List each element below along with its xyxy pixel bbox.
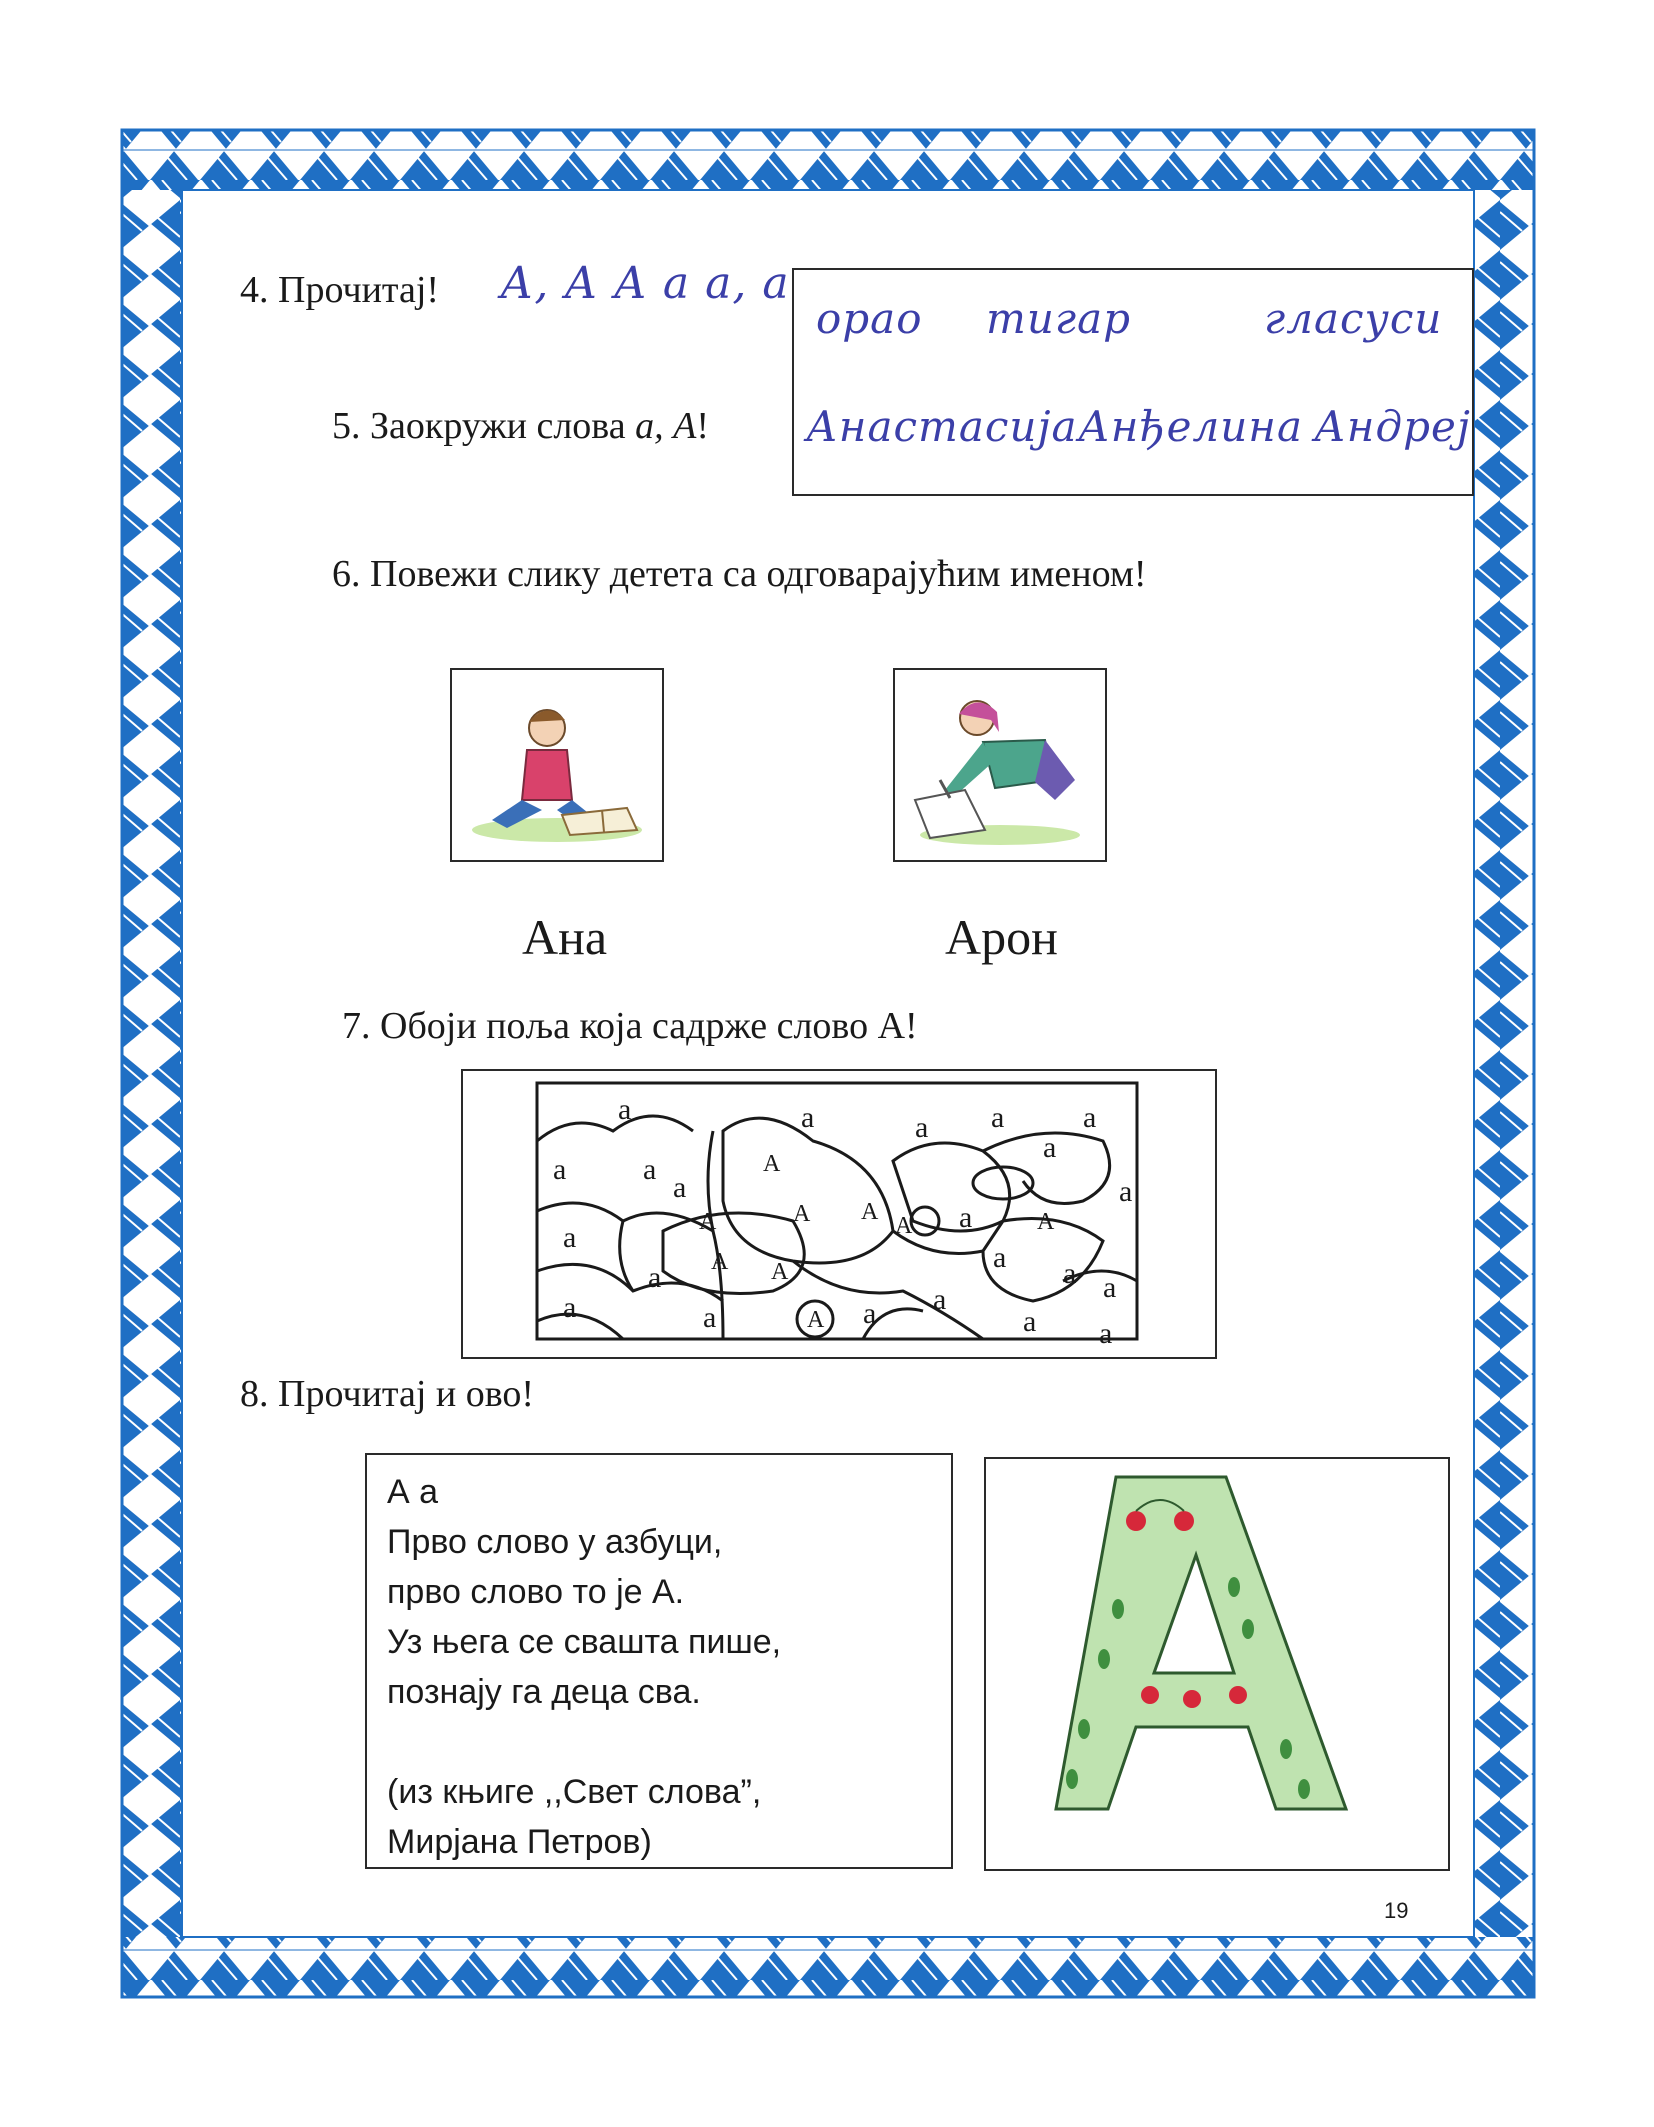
poem-line: Прво слово у азбуци, <box>387 1523 723 1561</box>
child-reading-illustration <box>452 670 662 860</box>
name-ana: Ана <box>522 909 608 965</box>
puzzle-letter: а <box>553 1153 567 1186</box>
puzzle-letter: а <box>915 1111 929 1144</box>
word-anastasija: Анастасија <box>806 402 1078 451</box>
puzzle-letter: а <box>959 1201 973 1234</box>
puzzle-letter: а <box>673 1171 687 1204</box>
puzzle-letter: а <box>1099 1317 1113 1350</box>
task4-label: 4. Прочитај! <box>240 269 440 311</box>
task7-label: 7. Обоји поља која садрже слово А! <box>342 1005 918 1047</box>
task5-prefix: 5. Заокружи слова <box>332 405 636 447</box>
poem-line: Уз њега се свашта пише, <box>387 1623 782 1661</box>
puzzle-letter-upper: А <box>771 1259 789 1285</box>
puzzle-letter: а <box>1063 1257 1077 1290</box>
decorated-letter-a-illustration <box>986 1459 1448 1869</box>
task6-label: 6. Повежи слику детета са одговарајућим именом! <box>332 553 1147 595</box>
puzzle-letter-upper: А <box>861 1199 879 1225</box>
page-number: 19 <box>1384 1898 1409 1923</box>
puzzle-letter-upper: А <box>895 1213 913 1239</box>
puzzle-letter: а <box>1103 1271 1117 1304</box>
puzzle-letter: а <box>648 1261 662 1294</box>
poem-author: Мирјана Петров) <box>387 1823 652 1861</box>
puzzle-letter: а <box>991 1101 1005 1134</box>
task5-label <box>332 404 709 448</box>
poem-line: познају га деца сва. <box>387 1673 701 1711</box>
name-aron: Арон <box>945 909 1058 965</box>
poem-text <box>387 1467 781 1867</box>
words-box <box>792 268 1474 496</box>
letter-a-picture <box>984 1457 1450 1871</box>
puzzle-letter: а <box>703 1301 717 1334</box>
puzzle-letter: а <box>801 1101 815 1134</box>
puzzle-letter: а <box>563 1221 577 1254</box>
puzzle-letter: а <box>563 1291 577 1324</box>
word-glasusi: гласуси <box>1264 294 1443 343</box>
task8-label: 8. Прочитај и ово! <box>240 1373 535 1415</box>
child-reading-picture <box>450 668 664 862</box>
puzzle-letter-upper: А <box>793 1201 811 1227</box>
puzzle-letter-upper: А <box>699 1209 717 1235</box>
puzzle-letter: а <box>1023 1305 1037 1338</box>
puzzle-letter: а <box>643 1153 657 1186</box>
puzzle-letters <box>463 1071 1215 1357</box>
word-andjelina: Анђелина <box>1078 402 1304 451</box>
puzzle-letter: а <box>863 1297 877 1330</box>
task4-letters: А, А А а а, а <box>500 258 790 309</box>
puzzle-letter: а <box>618 1093 632 1126</box>
puzzle-letter-upper: А <box>763 1151 781 1177</box>
task5-suffix: ! <box>696 405 709 447</box>
poem-box <box>365 1453 953 1869</box>
puzzle-letter-upper: А <box>1037 1209 1055 1235</box>
word-oreo: орао <box>816 294 923 343</box>
puzzle-letter: а <box>933 1283 947 1316</box>
child-drawing-illustration <box>895 670 1105 860</box>
task5-letters: а, А <box>635 405 697 447</box>
poem-line: А а <box>387 1473 439 1511</box>
poem-line: прво слово то је А. <box>387 1573 685 1611</box>
puzzle-letter-upper: А <box>711 1249 729 1275</box>
coloring-puzzle <box>461 1069 1217 1359</box>
puzzle-letter: а <box>1119 1175 1133 1208</box>
poem-source: (из књиге ,,Свет слова”, <box>387 1773 762 1811</box>
word-andrej: Андреј <box>1314 402 1471 451</box>
child-drawing-picture <box>893 668 1107 862</box>
puzzle-letter-upper: А <box>807 1307 825 1333</box>
puzzle-letter: а <box>1083 1101 1097 1134</box>
puzzle-letter: а <box>1043 1131 1057 1164</box>
puzzle-letter: а <box>993 1241 1007 1274</box>
word-tigar: тигар <box>986 294 1132 343</box>
